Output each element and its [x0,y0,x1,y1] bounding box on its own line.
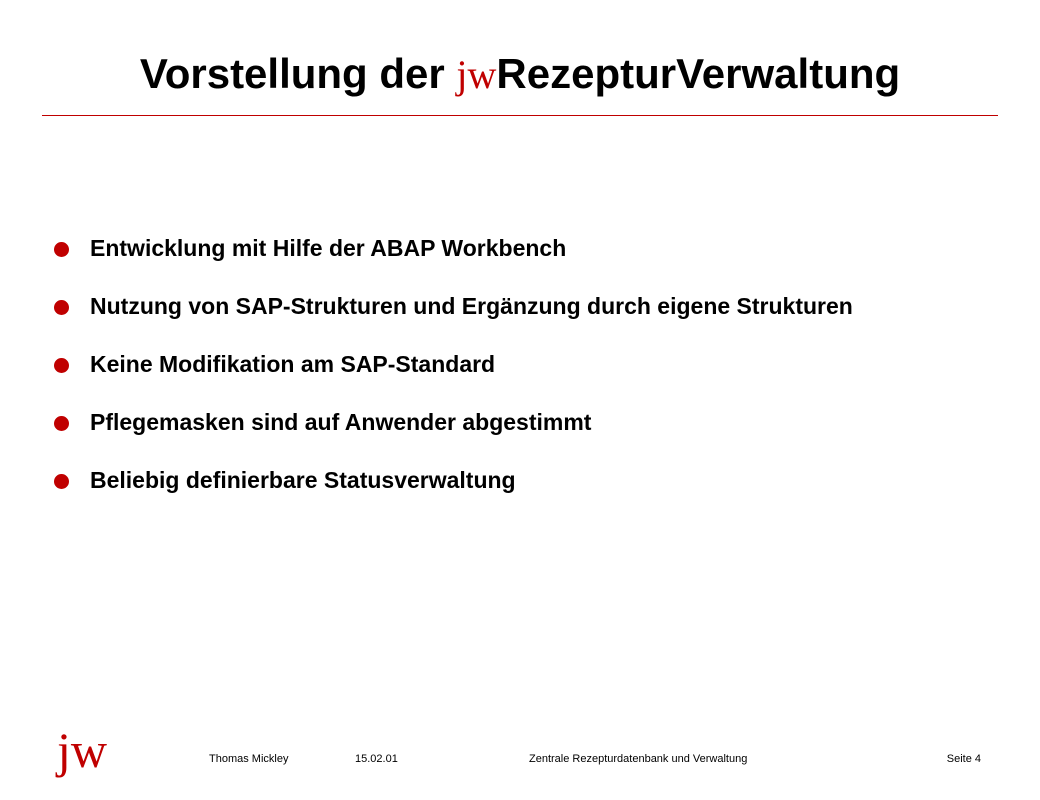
bullet-text: Nutzung von SAP-Strukturen und Ergänzung durch eigene Strukturen [90,293,853,319]
bullet-icon [50,288,90,324]
bullet-text: Keine Modifikation am SAP-Standard [90,351,496,377]
title-prefix: Vorstellung der [139,50,457,97]
bullet-item [50,288,950,324]
bullet-text: Pflegemasken sind auf Anwender abgestimmt [90,409,592,435]
bullet-item [50,346,950,382]
bullet-item [50,462,950,498]
title-logo-word: jw [456,52,497,97]
footer-subject: Zentrale Rezepturdatenbank und Verwaltung [529,753,748,765]
footer-author: Thomas Mickley [209,753,289,765]
footer-logo: jw [57,722,107,778]
title-divider [42,115,998,116]
bullet-text: Entwicklung mit Hilfe der ABAP Workbench [90,235,567,261]
bullet-icon [50,404,90,440]
title-suffix: RezepturVerwaltung [496,50,901,97]
footer-date: 15.02.01 [355,753,398,765]
bullet-icon [50,346,90,382]
bullet-icon [50,230,90,266]
bullet-text: Beliebig definierbare Statusverwaltung [90,467,516,493]
bullet-item [50,404,950,440]
footer-page-number: Seite 4 [946,753,981,765]
page-title [0,44,1040,105]
bullet-icon [50,462,90,498]
bullet-item [50,230,950,266]
bullet-list [50,230,950,520]
